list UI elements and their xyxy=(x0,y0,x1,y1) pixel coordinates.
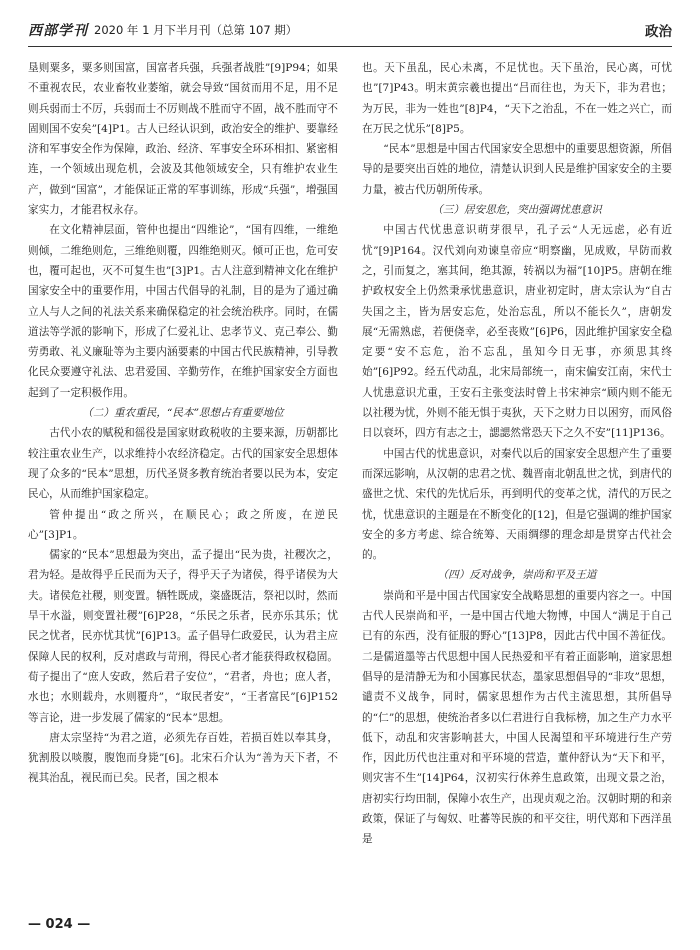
paragraph: “民本”思想是中国古代国家安全思想中的重要思想资源，所倡导的是要突出百姓的地位，清楚认识到人民是维护国家安全的主要力量，被古代历朝所传承。 xyxy=(362,143,672,196)
subsection-heading: （四）反对战争，崇尚和平及王道 xyxy=(437,569,597,582)
paragraph: 崇尚和平是中国古代国家安全战略思想的重要内容之一。中国古代人民崇尚和平，一是中国古代地大物博，中国人“满足于自己已有的东西，没有征服的野心”[13]P8，因此古代中国不善征伐。二是儒道墨等古代思想中国人民热爱和平有着正面影响，道家思想倡导的是清静无为和小国寡民状态，墨家思想倡导的“非攻”思想，谴责不义战争，同时，儒家思想作为古代主流思想，其所倡导的“仁”的思想，使统治者多以仁君进行自我标榜，加之生产力水平低下，动乱和灾害影响甚大，中国人民渴望和平环境进行生产劳作，因此历代也注重对和平环境的营造，董仲舒认为“天下和平，则灾害不生”[14]P64，汉初实行休养生息政策，出现文景之治，唐初实行均田制，保障小农生产，出现贞观之治。汉朝时期的和亲政策，保证了与匈奴、吐蕃等民族的和平交往，明代郑和下西洋虽是 xyxy=(362,589,672,846)
paragraph: 中国古代忧患意识萌芽很早，孔子云“人无远虑，必有近忧”[9]P164。汉代刘向劝谏皇帝应“明察幽，见成败，早防而救之，引而复之，塞其间，绝其源，转祸以为福”[10]P5。唐朝在维护政权安全上仍然秉承忧患意识，唐业初定时，唐太宗认为“自古失国之主，皆为居安忘危，处治忘乱，所以不能长久”，唐朝发展“无需熟虑，若便侥幸，必至丧败”[6]P6，因此维护国家安全稳定要“安不忘危，治不忘乱，虽知今日无事，亦须思其终始”[6]P92。经五代动乱，北宋局部统一，南宋偏安江南，宋代士人忧患意识尤重，王安石主张变法时曾上书宋神宗“顾内则不能无以社稷为忧，外则不能无惧于夷狄，天下之财力日以困穷，而风俗日以衰坏，四方有志之士，諰諰然常恐天下之久不安”[11]P136。 xyxy=(362,224,672,440)
paragraph: 唐太宗坚持“为君之道，必须先存百姓，若损百姓以奉其身，犹割股以啖腹，腹饱而身毙”[6]。北宋石介认为“善为天下者，不视其治乱，视民而已矣。民者，国之根本 xyxy=(28,731,338,785)
header-rule xyxy=(28,46,672,47)
issue-info: 2020 年 1 月下半月刊（总第 107 期） xyxy=(94,23,298,37)
right-column xyxy=(362,58,672,850)
paragraph: 管仲提出“政之所兴，在顺民心；政之所废，在逆民心”[3]P1。 xyxy=(28,508,338,541)
journal-logo: 西部学刊 xyxy=(28,23,88,39)
paragraph: 垦则粟多，粟多则国富，国富者兵强，兵强者战胜”[9]P94；如果不重视农民，农业畜牧业萎缩，就会导致“国贫而用不足，用不足则兵弱而士不厉，兵弱而士不厉则战不胜而守不固，战不胜而守不固则国不安矣”[4]P1。古人已经认识到，政治安全的维护、要靠经济和军事安全作为保障，政治、经济、军事安全环环相扣、紧密相连，一个领域出现危机，会波及其他领域安全，只有维护农业生产，做到“国富”，才能保证正常的军事训练，形成“兵强”，增强国家实力，才能君权永存。 xyxy=(28,62,338,217)
subsection-heading: （三）居安思危，突出强调忧患意识 xyxy=(432,204,602,217)
paragraph: 儒家的“民本”思想最为突出，孟子提出“民为贵，社稷次之，君为轻。是故得乎丘民而为天子，得乎天子为诸侯，得乎诸侯为大夫。诸侯危社稷，则变置。牺牲既成，粢盛既洁，祭祀以时，然而旱干水溢，则变置社稷”[6]P28，“乐民之乐者，民亦乐其乐；忧民之忧者，民亦忧其忧”[6]P13。孟子倡导仁政爱民，认为君主应保障人民的权利，反对虐政与苛刑，得民心者才能获得政权稳固。荀子提出了“庶人安政，然后君子安位”，“君者，舟也；庶人者，水也；水则载舟，水则覆舟”，“取民者安”，“王者富民”[6]P152等言论，进一步发展了儒家的“民本”思想。 xyxy=(28,549,338,724)
left-column xyxy=(28,58,338,789)
section-title: 政治 xyxy=(645,24,672,40)
page-number: — 024 — xyxy=(28,917,91,932)
page-header xyxy=(28,18,672,46)
paragraph: 古代小农的赋税和徭役是国家财政税收的主要来源，历朝都比较注重农业生产，以求维持小农经济稳定。古代的国家安全思想体现了众多的“民本”思想，历代圣贤多教育统治者要以民为本，安定民心，从而维护国家稳定。 xyxy=(28,427,338,501)
subsection-heading: （二）重农重民，“民本”思想占有重要地位 xyxy=(82,407,284,420)
paragraph: 中国古代的忧患意识，对秦代以后的国家安全思想产生了重要而深远影响，从汉朝的忠君之忧、魏晋南北朝乱世之忧，到唐代的盛世之忧、宋代的先忧后乐，再到明代的变革之忧，清代的万民之忧，忧患意识的主题是在不断变化的[12]，但是它强调的维护国家安全的多方考虑、综合统筹、天雨绸缪的理念却是贯穿古代社会的。 xyxy=(362,447,672,562)
paragraph: 也。天下虽乱，民心未离，不足忧也。天下虽治，民心离，可忧也”[7]P43。明末黄宗羲也提出“吕而往也，为天下，非为君也；为万民，非为一姓也”[8]P4，“天下之治乱，不在一姓之兴亡，而在万民之忧乐”[8]P5。 xyxy=(362,62,672,135)
paragraph: 在文化精神层面，管仲也提出“四维论”，“国有四维，一维绝则倾，二维绝则危，三维绝则覆，四维绝则灭。倾可正也，危可安也，覆可起也，灭不可复生也”[3]P1。古人注意到精神文化在维护国家安全中的重要作用，中国古代倡导的礼制，目的是为了通过确立人与人之间的礼法关系来确保稳定的社会统治秩序。同时，在儒道法等学派的影响下，形成了仁爱礼让、忠孝节义、克己奉公、勤劳勇敢、礼义廉耻等为主要内涵要素的中国古代民族精神，引导教化民众要遵守礼法、忠君爱国、辛勤劳作，在维护国家安全方面也起到了一定积极作用。 xyxy=(28,224,338,399)
